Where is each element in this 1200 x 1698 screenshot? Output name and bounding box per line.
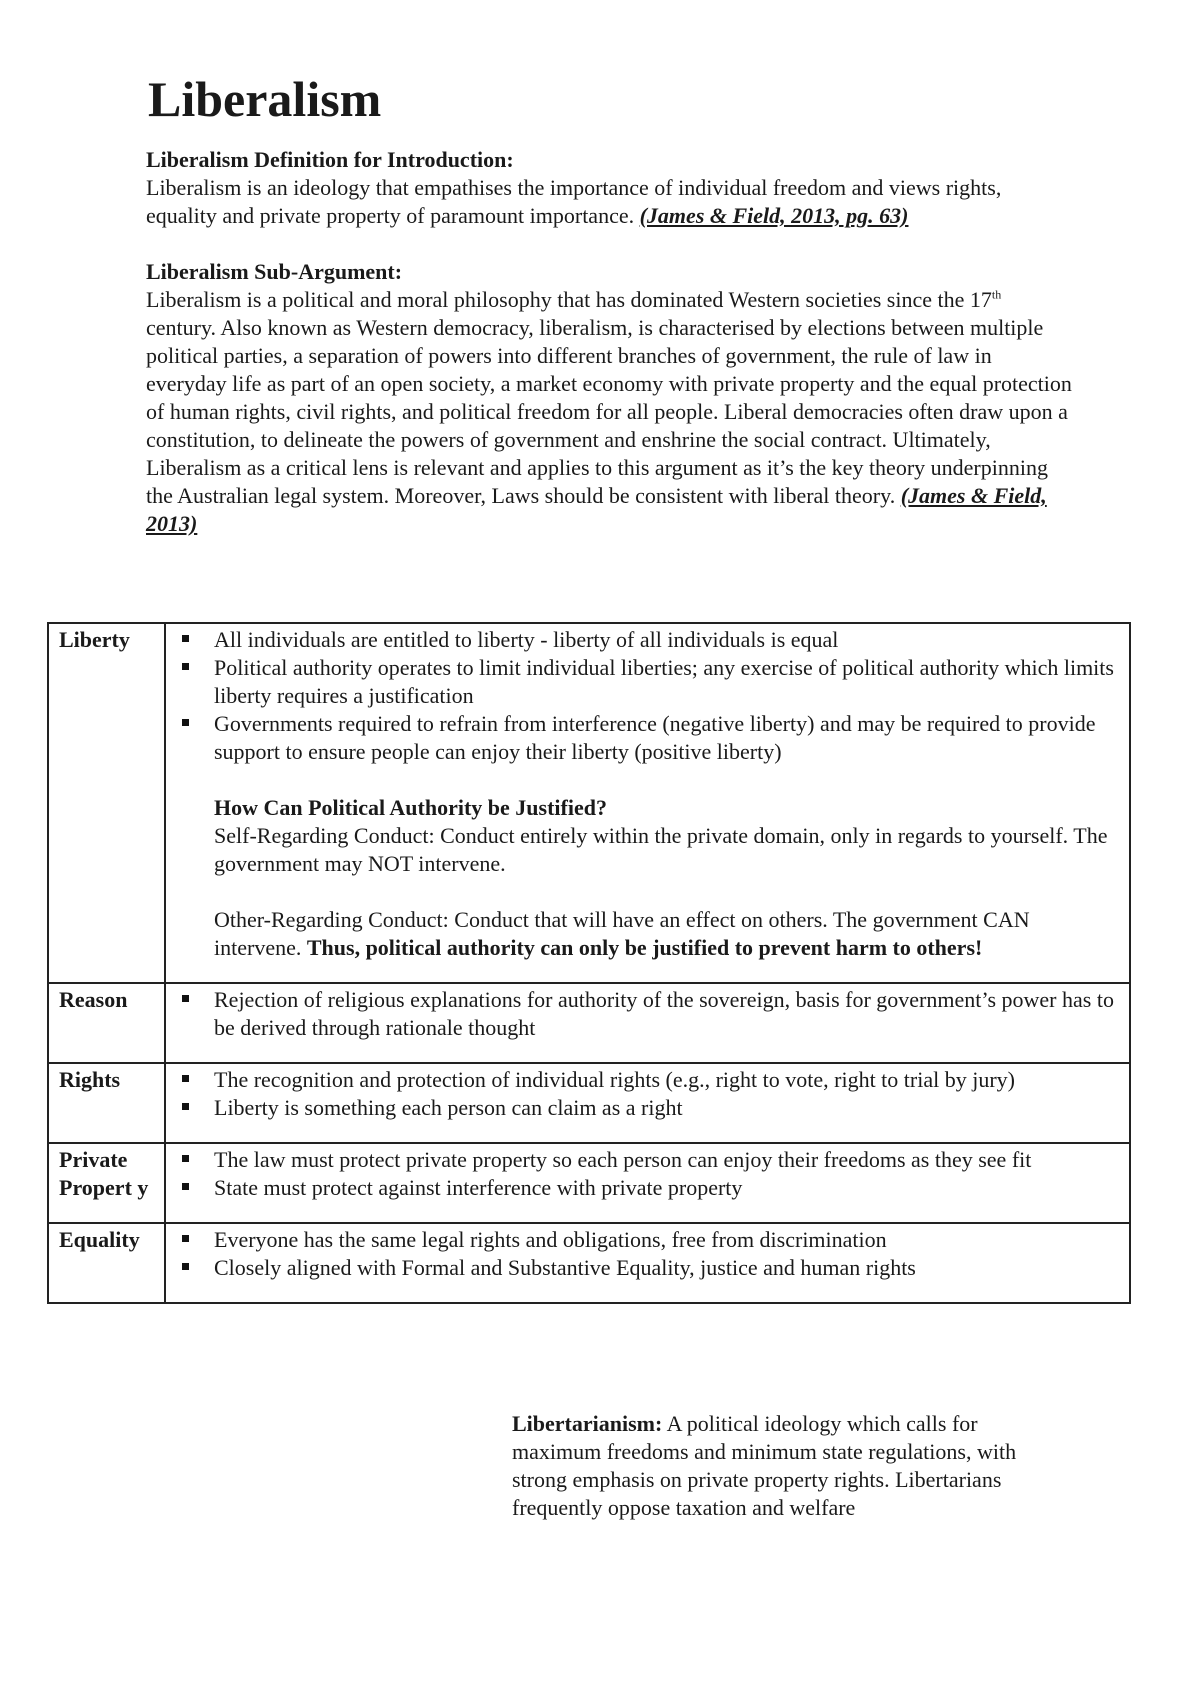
libertarianism-term: Libertarianism:: [512, 1411, 663, 1436]
row-label-private-property: Private Propert y: [48, 1143, 165, 1223]
row-content-reason: [165, 983, 1130, 1063]
row-label-equality: Equality: [48, 1223, 165, 1303]
row-label-rights: Rights: [48, 1063, 165, 1143]
liberalism-principles-table: [47, 622, 1131, 1304]
property-item-2: State must protect against interference with private property: [176, 1174, 1119, 1202]
liberty-item-2: Political authority operates to limit individual liberties; any exercise of political authority which limits liberty requires a justification: [176, 654, 1119, 710]
superscript-th: th: [991, 287, 1002, 302]
sub-argument-citation: (James & Field, 2013): [146, 483, 1047, 536]
justification-subsection: [176, 794, 1119, 962]
row-content-liberty: [165, 623, 1130, 983]
page-title: Liberalism: [148, 71, 382, 127]
liberty-item-1: All individuals are entitled to liberty - liberty of all individuals is equal: [176, 626, 1119, 654]
definition-text: Liberalism is an ideology that empathises the importance of individual freedom and views rights, equality and private property of paramount importance.: [146, 175, 1002, 228]
liberty-conclusion: Thus, political authority can only be justified to prevent harm to others!: [306, 935, 983, 960]
row-content-equality: [165, 1223, 1130, 1303]
other-regarding-paragraph: [214, 906, 1119, 962]
self-regarding-conduct: Self-Regarding Conduct: Conduct entirely within the private domain, only in regards to yourself. The government may NOT intervene.: [214, 823, 1108, 876]
rights-item-1: The recognition and protection of individual rights (e.g., right to vote, right to trial by jury): [176, 1066, 1119, 1094]
table-row-liberty: [48, 623, 1130, 983]
row-content-rights: [165, 1063, 1130, 1143]
sub-argument-text-a: Liberalism is a political and moral philosophy that has dominated Western societies since the 17: [146, 287, 992, 312]
other-regarding-conduct: Other-Regarding Conduct: Conduct that will have an effect on others. The government CAN intervene.: [214, 907, 1030, 960]
row-content-private-property: [165, 1143, 1130, 1223]
equality-item-1: Everyone has the same legal rights and obligations, free from discrimination: [176, 1226, 1119, 1254]
sub-argument-section: [146, 258, 1076, 538]
definition-heading: Liberalism Definition for Introduction:: [146, 147, 514, 172]
sub-argument-text-b: century. Also known as Western democracy, liberalism, is characterised by elections between multiple political parties, a separation of powers into different branches of government, the rule of law in everyday life as part of an open society, a market economy with private property and the equal protection of human rights, civil rights, and political freedom for all people. Liberal democracies often draw upon a constitution, to delineate the powers of government and enshrine the social contract. Ultimately, Liberalism as a critical lens is relevant and applies to this argument as it’s the key theory underpinning the Australian legal system. Moreover, Laws should be consistent with liberal theory.: [146, 315, 1072, 508]
table-row-rights: [48, 1063, 1130, 1143]
table-row-reason: [48, 983, 1130, 1063]
sub-argument-paragraph: [146, 286, 1076, 538]
justification-question: How Can Political Authority be Justified?: [214, 795, 607, 820]
libertarianism-definition: A political ideology which calls for maximum freedoms and minimum state regulations, with strong emphasis on private property rights. Libertarians frequently oppose taxation and welfare: [512, 1411, 1017, 1520]
sub-argument-heading: Liberalism Sub-Argument:: [146, 259, 403, 284]
reason-item-1: Rejection of religious explanations for authority of the sovereign, basis for government’s power has to be derived through rationale thought: [176, 986, 1119, 1042]
equality-item-2: Closely aligned with Formal and Substantive Equality, justice and human rights: [176, 1254, 1119, 1282]
property-item-1: The law must protect private property so each person can enjoy their freedoms as they see fit: [176, 1146, 1119, 1174]
table-row-private-property: [48, 1143, 1130, 1223]
libertarianism-note: [512, 1410, 1052, 1522]
definition-section: [146, 146, 1076, 230]
definition-paragraph: [146, 174, 1076, 230]
table-row-equality: [48, 1223, 1130, 1303]
rights-item-2: Liberty is something each person can claim as a right: [176, 1094, 1119, 1122]
row-label-liberty: Liberty: [48, 623, 165, 983]
liberty-item-3: Governments required to refrain from interference (negative liberty) and may be required to provide support to ensure people can enjoy their liberty (positive liberty): [176, 710, 1119, 766]
row-label-reason: Reason: [48, 983, 165, 1063]
definition-citation: (James & Field, 2013, pg. 63): [639, 203, 909, 228]
